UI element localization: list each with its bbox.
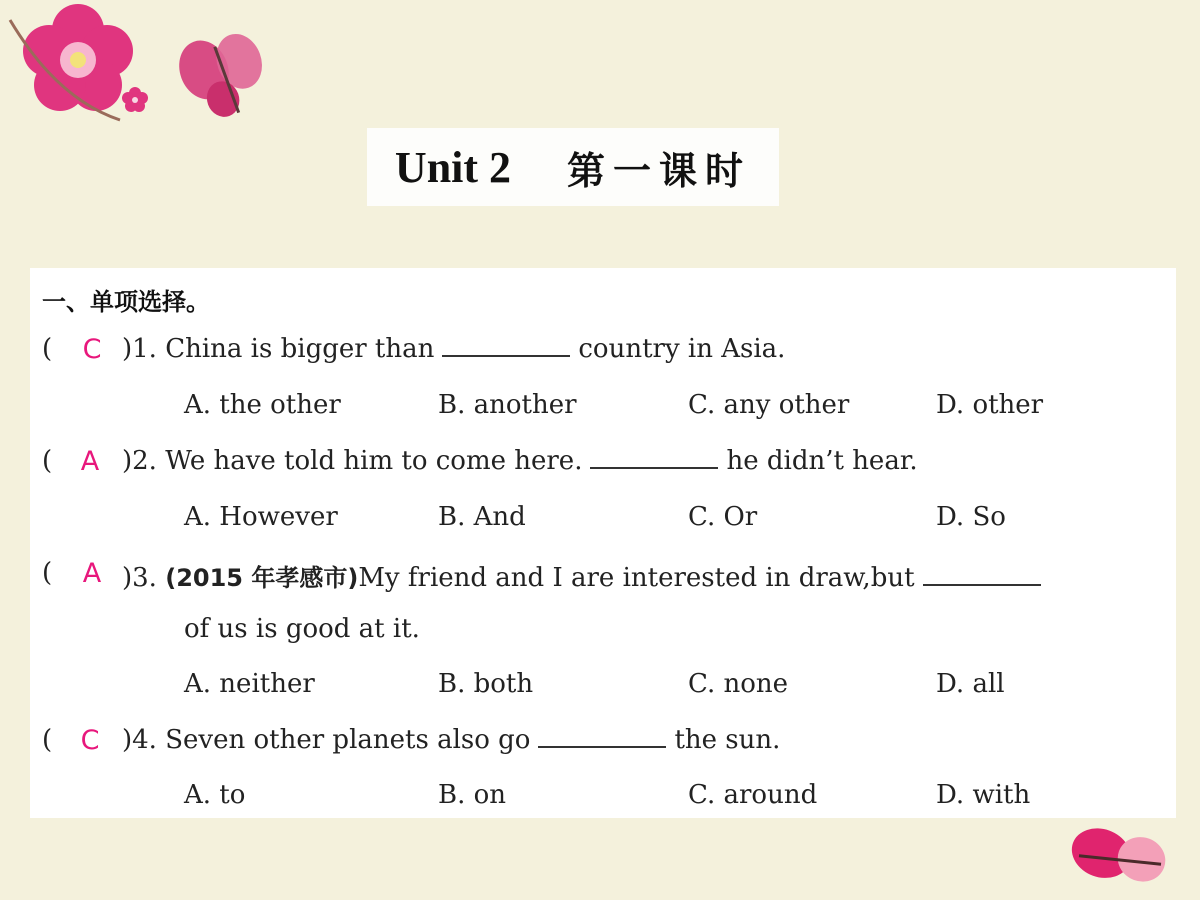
question-text: Seven other planets also go [165,725,531,755]
lesson-title: 第一课时 [567,148,752,193]
question-number: )2. [122,446,157,476]
question-4 [122,725,780,755]
option-b: B. both [438,669,534,699]
option-d: D. So [936,502,1006,532]
paren-open: ( [42,446,53,476]
question-text: the sun. [674,725,781,755]
option-b: B. another [438,390,577,420]
answer-3: A [82,558,102,589]
answer-blank [442,335,570,357]
question-number: )3. [122,563,157,593]
question-number: )1. [122,334,157,364]
option-b: B. on [438,780,507,810]
question-text: he didn’t hear. [726,446,918,476]
answer-2: A [80,446,100,477]
option-a: A. to [184,780,246,810]
option-d: D. all [936,669,1005,699]
answer-1: C [82,334,102,365]
unit-title: Unit 2 [394,142,512,192]
option-a: A. the other [184,390,341,420]
question-number: )4. [122,725,157,755]
section-title: 一、单项选择。 [42,288,210,316]
option-c: C. around [688,780,818,810]
question-2 [122,446,918,476]
answer-4: C [80,725,100,756]
option-c: C. none [688,669,789,699]
question-text: China is bigger than [165,334,435,364]
option-b: B. And [438,502,526,532]
paren-open: ( [42,725,53,755]
answer-blank [590,447,718,469]
title-box [367,128,779,206]
paren-open: ( [42,334,53,364]
question-3 [122,558,1049,593]
question-1 [122,334,785,364]
answer-blank [923,564,1041,586]
question-text: We have told him to come here. [165,446,583,476]
option-a: A. However [184,502,338,532]
flower-decoration [0,0,300,150]
question-3-continued: of us is good at it. [184,614,420,644]
option-a: A. neither [184,669,315,699]
option-c: C. Or [688,502,758,532]
question-text: My friend and I are interested in draw,but [358,563,915,593]
option-d: D. with [936,780,1031,810]
exercise-panel [30,268,1176,818]
question-text: country in Asia. [578,334,786,364]
butterfly-decoration [1050,815,1200,900]
question-source: (2015 年孝感市) [165,564,359,592]
option-d: D. other [936,390,1044,420]
answer-blank [538,726,666,748]
paren-open: ( [42,558,53,588]
option-c: C. any other [688,390,850,420]
